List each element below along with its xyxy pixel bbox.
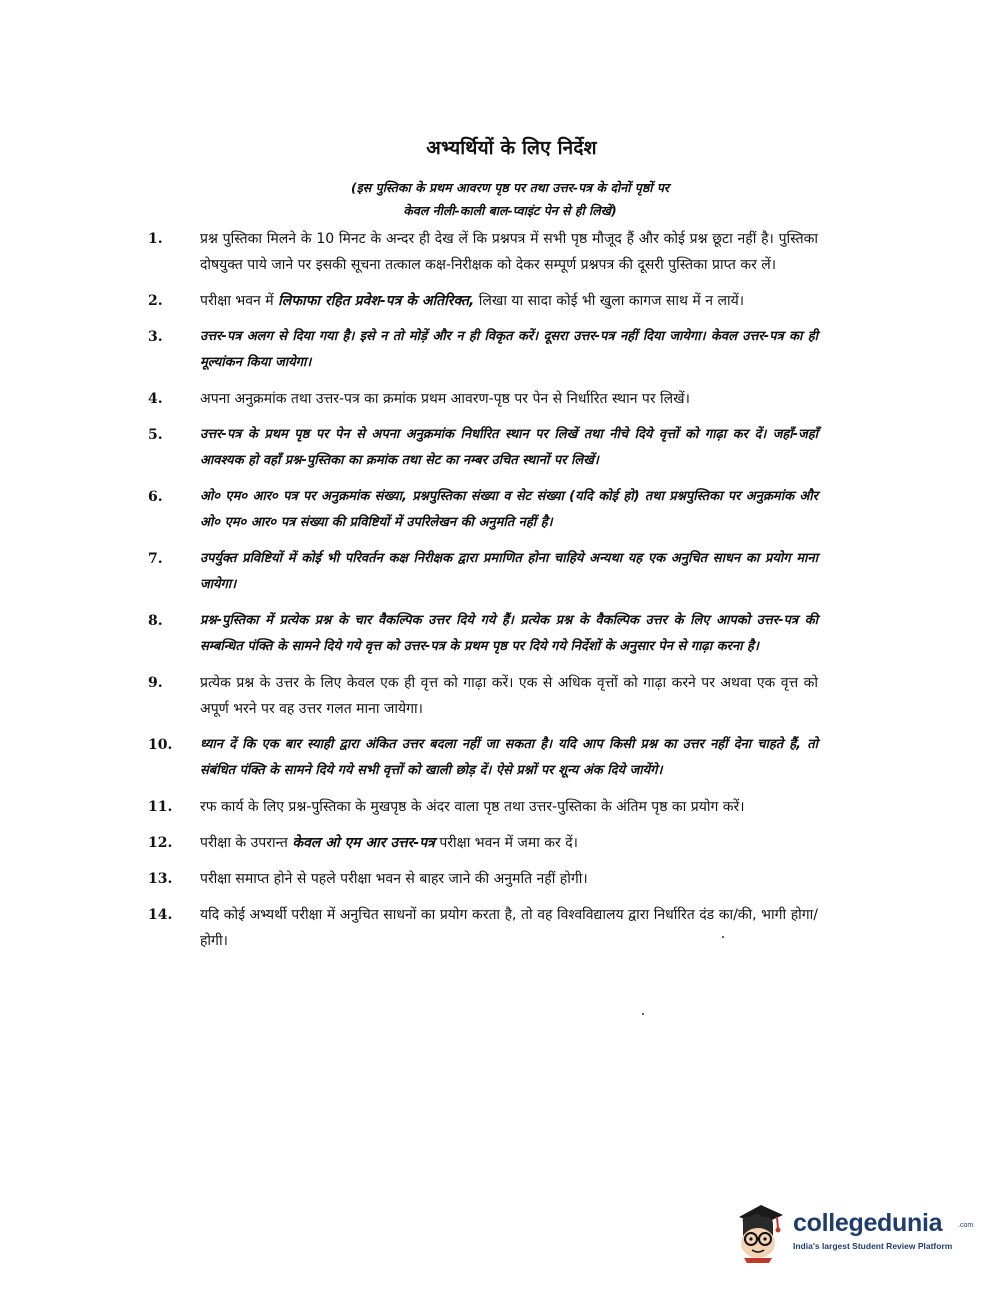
item-number: 9.	[148, 675, 163, 691]
item-text: उपर्युक्त प्रविष्टियों में कोई भी परिवर्तन कक्ष निरीक्षक द्वारा प्रमाणित होना चाहिये अन्यथा यह एक अनुचित साधन का प्रयोग माना जायेगा।	[200, 551, 818, 592]
scan-speck	[722, 936, 724, 938]
instruction-item-4	[148, 386, 818, 412]
page-subtitle	[200, 176, 820, 222]
instruction-item-10	[148, 732, 818, 784]
item-text	[200, 830, 818, 856]
logo-domain-suffix: .com	[958, 1222, 974, 1229]
item-text: प्रश्न-पुस्तिका में प्रत्येक प्रश्न के चार वैकल्पिक उत्तर दिये गये हैं। प्रत्येक प्रश्न के वैकल्पिक उत्तर के लिए आपको उत्तर-पत्र की सम्बन्धित पंक्ति के सामने दिये गये वृत्त को उत्तर-पत्र के प्रथम पृष्ठ पर दिये गये निर्देशों के अनुसार पेन से गाढ़ा करना है।	[200, 613, 818, 654]
subtitle-line-1: (इस पुस्तिका के प्रथम आवरण पृष्ठ पर तथा उत्तर-पत्र के दोनों पृष्ठों पर	[350, 180, 670, 195]
scan-speck	[642, 1013, 644, 1015]
item-text: ध्यान दें कि एक बार स्याही द्वारा अंकित उत्तर बदला नहीं जा सकता है। यदि आप किसी प्रश्न का उत्तर नहीं देना चाहते हैं, तो संबंधित पंक्ति के सामने दिये गये सभी वृत्तों को खाली छोड़ दें। ऐसे प्रश्नों पर शून्य अंक दिये जायेंगे।	[200, 737, 818, 778]
page-title: अभ्यर्थियों के लिए निर्देश	[426, 137, 597, 159]
item-text: अपना अनुक्रमांक तथा उत्तर-पत्र का क्रमांक प्रथम आवरण-पृष्ठ पर पेन से निर्धारित स्थान पर लिखें।	[200, 391, 690, 407]
item-number: 13.	[148, 871, 173, 887]
item-text-pre: परीक्षा के उपरान्त	[200, 835, 293, 851]
logo-wordmark: collegedunia	[793, 1209, 943, 1237]
item-text: उत्तर-पत्र अलग से दिया गया है। इसे न तो मोड़ें और न ही विकृत करें। दूसरा उत्तर-पत्र नहीं दिया जायेगा। केवल उत्तर-पत्र का ही मूल्यांकन किया जायेगा।	[200, 329, 818, 370]
item-text-post: परीक्षा भवन में जमा कर दें।	[434, 835, 578, 851]
item-text: उत्तर-पत्र के प्रथम पृष्ठ पर पेन से अपना अनुक्रमांक निर्धारित स्थान पर लिखें तथा नीचे दिये वृत्तों को गाढ़ा कर दें। जहाँ-जहाँ आवश्यक हो वहाँ प्रश्न-पुस्तिका का क्रमांक तथा सेट का नम्बर उचित स्थानों पर लिखें।	[200, 427, 818, 468]
item-number: 7.	[148, 551, 163, 567]
item-number: 1.	[148, 231, 163, 247]
logo-tagline: India's largest Student Review Platform	[793, 1241, 953, 1251]
instruction-item-2	[148, 288, 818, 314]
item-text: प्रत्येक प्रश्न के उत्तर के लिए केवल एक ही वृत्त को गाढ़ा करें। एक से अधिक वृत्तों को गाढ़ा करने पर अथवा एक वृत्त को अपूर्ण भरने पर वह उत्तर गलत माना जायेगा।	[200, 675, 818, 717]
instruction-item-7	[148, 546, 818, 598]
student-mascot-icon	[731, 1197, 787, 1263]
item-text-pre: परीक्षा भवन में	[200, 293, 279, 309]
instruction-item-13	[148, 866, 818, 892]
instruction-item-12	[148, 830, 818, 856]
item-number: 6.	[148, 489, 163, 505]
item-text: यदि कोई अभ्यर्थी परीक्षा में अनुचित साधनों का प्रयोग करता है, तो वह विश्वविद्यालय द्वारा निर्धारित दंड का/की, भागी होगा/होगी।	[200, 907, 818, 949]
item-number: 8.	[148, 613, 163, 629]
item-number: 5.	[148, 427, 163, 443]
item-number: 11.	[148, 799, 173, 815]
item-number: 4.	[148, 391, 163, 407]
item-text-post: लिखा या सादा कोई भी खुला कागज साथ में न लायें।	[474, 293, 745, 309]
item-number: 14.	[148, 907, 173, 923]
item-text: परीक्षा समाप्त होने से पहले परीक्षा भवन से बाहर जाने की अनुमति नहीं होगी।	[200, 871, 588, 887]
item-number: 3.	[148, 329, 163, 345]
instruction-item-5	[148, 422, 818, 474]
item-text-emphasis: लिफाफा रहित प्रवेश-पत्र के अतिरिक्त,	[278, 293, 475, 309]
instruction-item-3	[148, 324, 818, 376]
instruction-item-1	[148, 226, 818, 278]
instruction-item-6	[148, 484, 818, 536]
instruction-item-14	[148, 902, 818, 954]
item-text: ओ० एम० आर० पत्र पर अनुक्रमांक संख्या, प्रश्नपुस्तिका संख्या व सेट संख्या (यदि कोई हो) तथा प्रश्नपुस्तिका पर अनुक्रमांक और ओ० एम० आर० पत्र संख्या की प्रविष्टियों में उपरिलेखन की अनुमति नहीं है।	[200, 489, 818, 530]
item-text: प्रश्न पुस्तिका मिलने के 10 मिनट के अन्दर ही देख लें कि प्रश्नपत्र में सभी पृष्ठ मौजूद हैं और कोई प्रश्न छूटा नहीं है। पुस्तिका दोषयुक्त पाये जाने पर इसकी सूचना तत्काल कक्ष-निरीक्षक को देकर सम्पूर्ण प्रश्नपत्र की दूसरी पुस्तिका प्राप्त कर लें।	[200, 231, 818, 273]
item-text: रफ कार्य के लिए प्रश्न-पुस्तिका के मुखपृष्ठ के अंदर वाला पृष्ठ तथा उत्तर-पुस्तिका के अंतिम पृष्ठ का प्रयोग करें।	[200, 799, 745, 815]
subtitle-line-2: केवल नीली-काली बाल-प्वाइंट पेन से ही लिखें)	[403, 203, 617, 218]
item-text	[200, 288, 818, 314]
instruction-item-8	[148, 608, 818, 660]
item-number: 10.	[148, 737, 173, 753]
instruction-item-9	[148, 670, 818, 722]
instructions-list	[148, 226, 818, 964]
item-number: 2.	[148, 293, 163, 309]
item-text-emphasis: केवल ओ एम आर उत्तर-पत्र	[292, 835, 435, 851]
instruction-item-11	[148, 794, 818, 820]
item-number: 12.	[148, 835, 173, 851]
collegedunia-logo[interactable]	[731, 1197, 974, 1267]
